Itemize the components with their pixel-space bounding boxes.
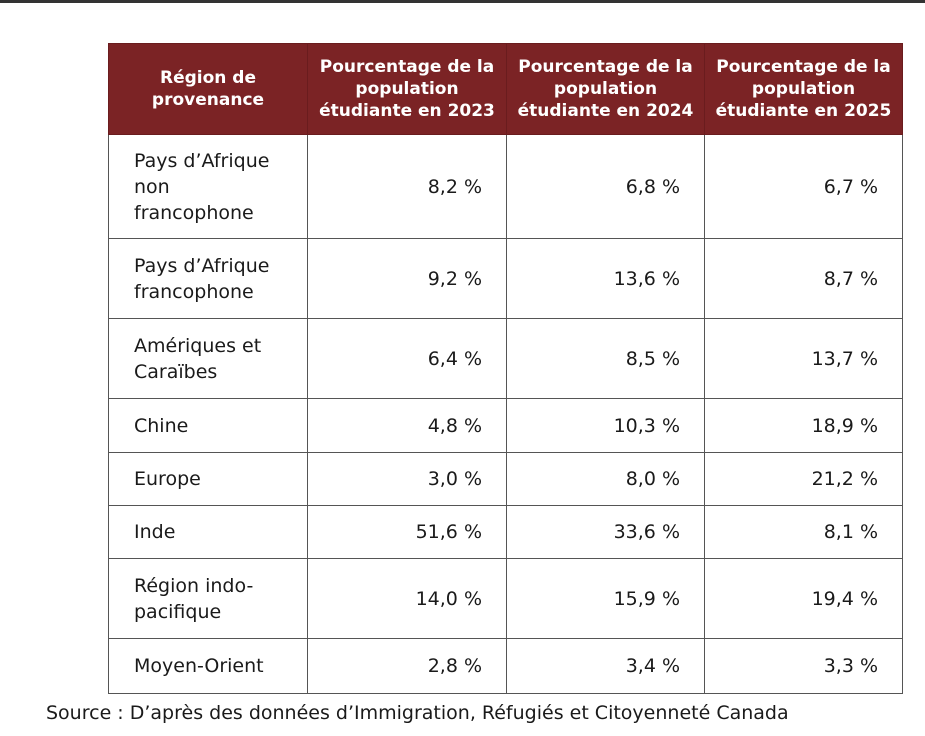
cell-2025: 6,7 % xyxy=(705,135,903,239)
table-row xyxy=(109,319,903,399)
cell-region: Inde xyxy=(109,506,308,559)
cell-2025: 21,2 % xyxy=(705,453,903,506)
table-row xyxy=(109,453,903,506)
cell-2025: 18,9 % xyxy=(705,399,903,453)
table-row xyxy=(109,506,903,559)
table-header-row xyxy=(109,44,903,135)
cell-2025: 8,1 % xyxy=(705,506,903,559)
cell-region: Europe xyxy=(109,453,308,506)
cell-2023: 6,4 % xyxy=(308,319,507,399)
cell-2024: 10,3 % xyxy=(507,399,705,453)
header-2025: Pourcentage de la population étudiante en 2025 xyxy=(705,44,903,135)
cell-2025: 3,3 % xyxy=(705,639,903,694)
source-note: Source : D’après des données d’Immigration, Réfugiés et Citoyenneté Canada xyxy=(46,702,789,724)
table-row xyxy=(109,239,903,319)
top-border-bar xyxy=(0,0,925,3)
cell-2024: 3,4 % xyxy=(507,639,705,694)
cell-2023: 14,0 % xyxy=(308,559,507,639)
cell-region: Région indo-pacifique xyxy=(109,559,308,639)
table-row xyxy=(109,135,903,239)
cell-2024: 33,6 % xyxy=(507,506,705,559)
header-2024: Pourcentage de la population étudiante en 2024 xyxy=(507,44,705,135)
cell-2025: 13,7 % xyxy=(705,319,903,399)
cell-2023: 2,8 % xyxy=(308,639,507,694)
cell-region: Amériques et Caraïbes xyxy=(109,319,308,399)
student-origin-table xyxy=(108,43,903,694)
cell-2023: 51,6 % xyxy=(308,506,507,559)
table-row xyxy=(109,639,903,694)
cell-2024: 8,5 % xyxy=(507,319,705,399)
cell-region: Chine xyxy=(109,399,308,453)
cell-2023: 3,0 % xyxy=(308,453,507,506)
cell-2023: 9,2 % xyxy=(308,239,507,319)
table-row xyxy=(109,399,903,453)
cell-region: Moyen-Orient xyxy=(109,639,308,694)
cell-2025: 19,4 % xyxy=(705,559,903,639)
cell-2024: 6,8 % xyxy=(507,135,705,239)
cell-2024: 13,6 % xyxy=(507,239,705,319)
header-2023: Pourcentage de la population étudiante en 2023 xyxy=(308,44,507,135)
cell-2024: 15,9 % xyxy=(507,559,705,639)
cell-2025: 8,7 % xyxy=(705,239,903,319)
header-region: Région de provenance xyxy=(109,44,308,135)
cell-2023: 8,2 % xyxy=(308,135,507,239)
table-row xyxy=(109,559,903,639)
cell-region: Pays d’Afrique non francophone xyxy=(109,135,308,239)
cell-region: Pays d’Afrique francophone xyxy=(109,239,308,319)
cell-2024: 8,0 % xyxy=(507,453,705,506)
cell-2023: 4,8 % xyxy=(308,399,507,453)
